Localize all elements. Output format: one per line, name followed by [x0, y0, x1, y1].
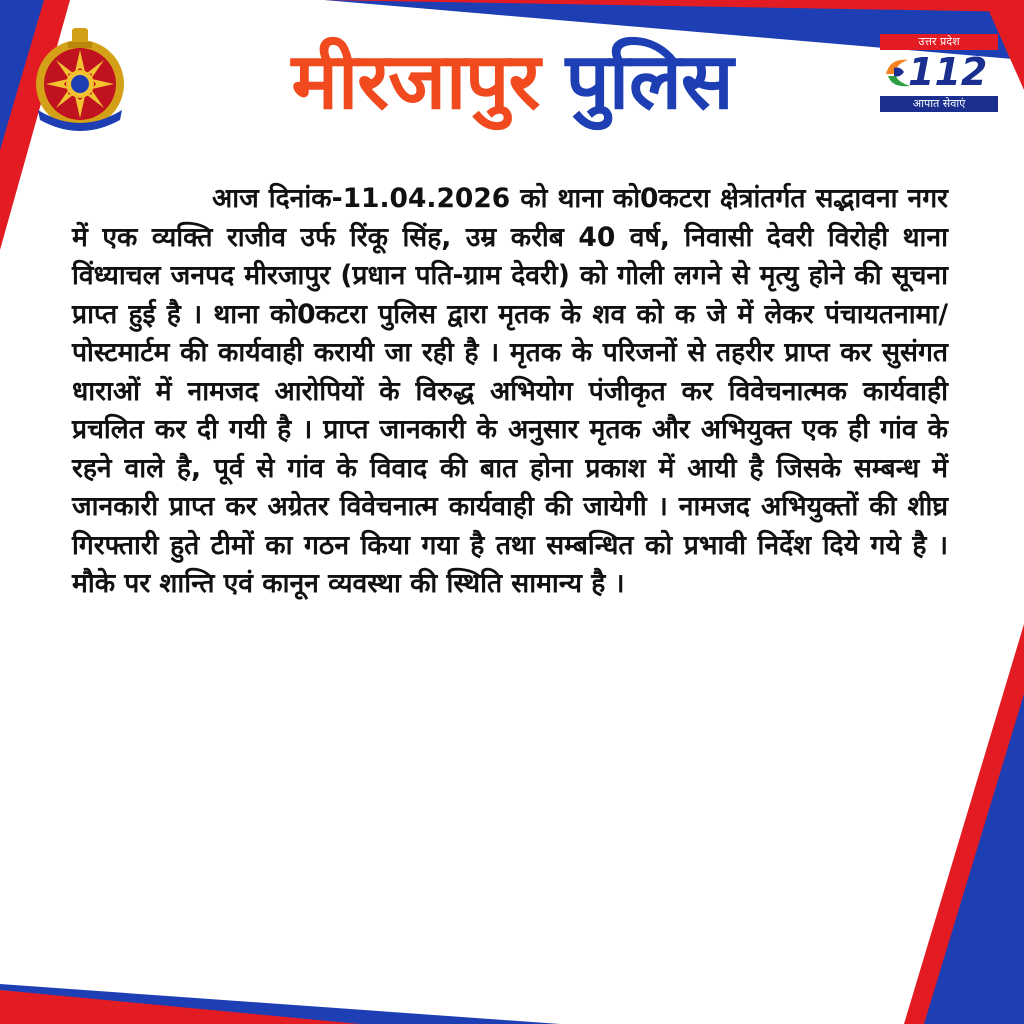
- press-release-paragraph: आज दिनांक-11.04.2026 को थाना को0कटरा क्षेत्रांतर्गत सद्भावना नगर में एक व्यक्ति राजीव उर्फ रिंकू सिंह, उम्र करीब 40 वर्ष, निवासी देवरी विरोही थाना विंध्याचल जनपद मीरजापुर (प्रधान पति-ग्राम देवरी) को गोली लगने से मृत्यु होने की सूचना प्राप्त हुई है । थाना को0कटरा पुलिस द्वारा मृतक के शव को क जे में लेकर पंचायतनामा/पोस्टमार्टम की कार्यवाही करायी जा रही है । मृतक के परिजनों से तहरीर प्राप्त कर सुसंगत धाराओं में नामजद आरोपियों के विरुद्ध अभियोग पंजीकृत कर विवेचनात्मक कार्यवाही प्रचलित कर दी गयी है । प्राप्त जानकारी के अनुसार मृतक और अभियुक्त एक ही गांव के रहने वाले है, पूर्व से गांव के विवाद की बात होना प्रकाश में आयी है जिसके सम्बन्ध में जानकारी प्राप्त कर अग्रेतर विवेचनात्म कार्यवाही की जायेगी । नामजद अभियुक्तों की शीघ्र गिरफ्तारी हुते टीमों का गठन किया गया है तथा सम्बन्धित को प्रभावी निर्देश दिये गये है । मौके पर शान्ति एवं कानून व्यवस्था की स्थिति सामान्य है ।: [72, 183, 948, 599]
- bottom-right-corner-stripe: [904, 624, 1024, 1024]
- press-release-body: [72, 180, 948, 604]
- logo112-bottom-text: आपात सेवाएं: [880, 96, 998, 112]
- title-word-mirzapur: मीरजापुर: [291, 37, 540, 127]
- logo112-number: 112: [908, 50, 988, 94]
- page-title: [0, 32, 1024, 132]
- up-112-logo: [880, 34, 1000, 112]
- logo112-top-text: उत्तर प्रदेश: [880, 34, 998, 50]
- title-word-police: पुलिस: [565, 37, 733, 127]
- bottom-left-corner-stripe: [0, 984, 560, 1024]
